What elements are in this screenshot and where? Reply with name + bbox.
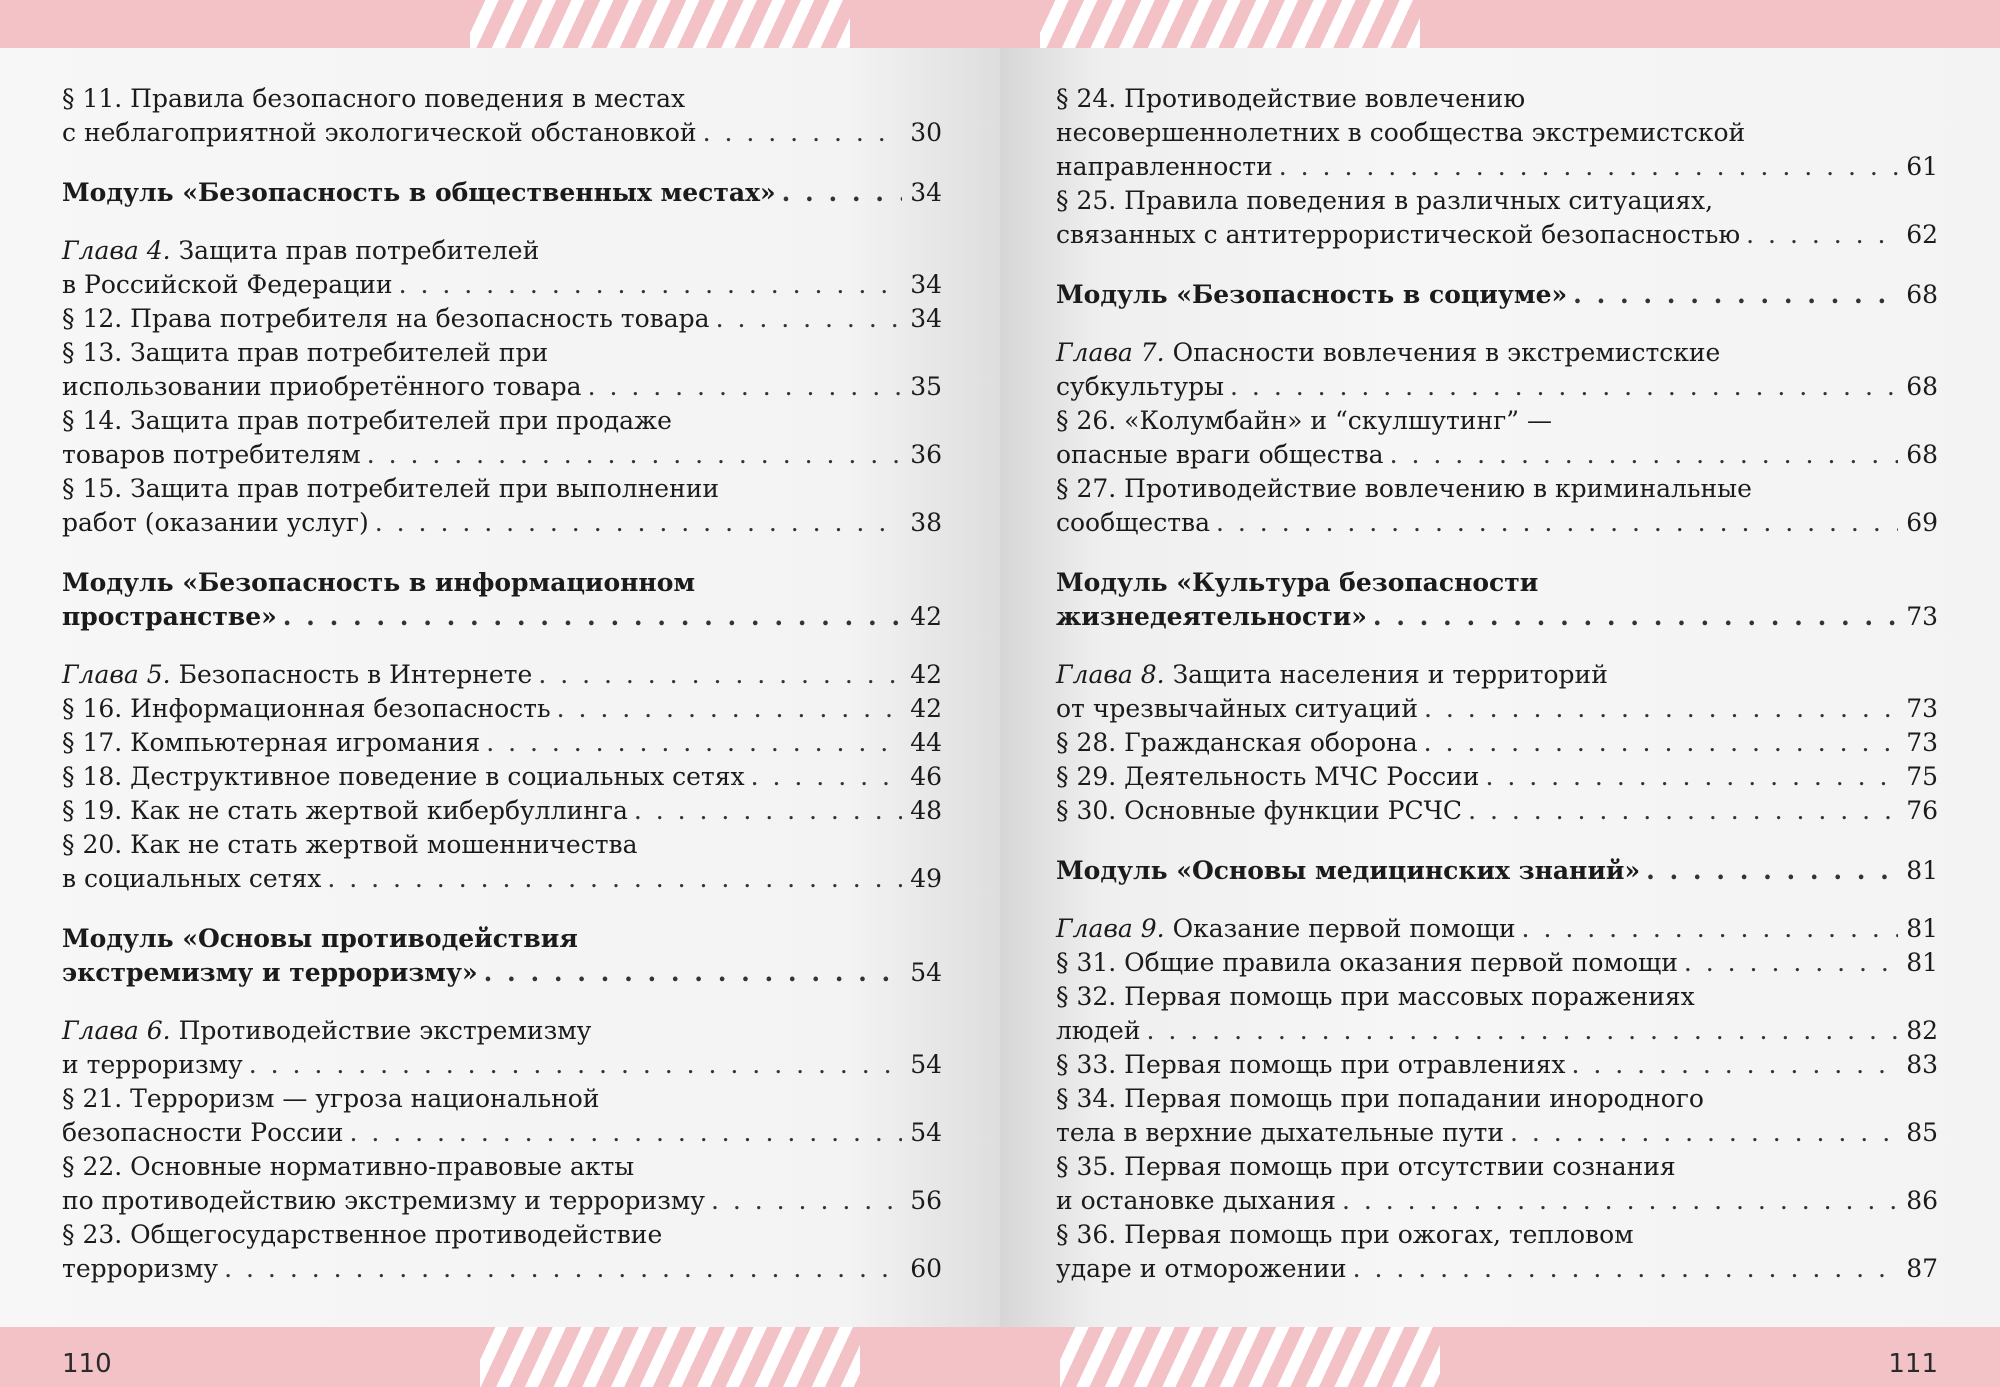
entry-title-line: пространстве» [62,602,277,631]
entry-title-line: § 13. Защита прав потребителей при [62,338,549,367]
dot-leader [1746,218,1898,252]
entry-page-number: 73 [1906,694,1938,723]
dot-leader [484,956,902,990]
toc-entry-chapter [1056,658,1938,726]
chapter-label: Глава 5. [62,660,171,689]
toc-entry-section [62,472,942,540]
entry-page-number: 42 [910,660,942,689]
toc-right [1056,82,1938,1286]
entry-title-line: жизнедеятельности» [1056,602,1367,631]
dot-leader [557,692,902,726]
entry-title-line: § 12. Права потребителя на безопасность товара [62,304,710,333]
toc-entry-section [1056,82,1938,184]
entry-title-line: § 20. Как не стать жертвой мошенничества [62,830,638,859]
dot-leader [1390,438,1898,472]
entry-title-line: § 21. Терроризм — угроза национальной [62,1084,600,1113]
toc-entry-section [1056,404,1938,472]
entry-page-number: 73 [1906,728,1938,757]
toc-entry-module [1056,278,1938,312]
entry-title-line: направленности [1056,152,1273,181]
dot-leader [367,438,902,472]
dot-leader [711,1184,902,1218]
entry-page-number: 38 [910,508,942,537]
dot-leader [1424,726,1898,760]
toc-entry-section [62,760,942,794]
toc-entry-chapter [62,234,942,302]
entry-title-line: в социальных сетях [62,864,322,893]
toc-entry-section [1056,726,1938,760]
entry-page-number: 69 [1906,508,1938,537]
entry-title-line: § 22. Основные нормативно-правовые акты [62,1152,635,1181]
entry-title-line: § 35. Первая помощь при отсутствии сознания [1056,1152,1676,1181]
dot-leader [399,268,902,302]
toc-entry-section [1056,1150,1938,1218]
entry-title-line: § 26. «Колумбайн» и “скулшутинг” — [1056,406,1552,435]
entry-title-line: § 23. Общегосударственное противодействие [62,1220,663,1249]
dot-leader [327,862,902,896]
entry-page-number: 68 [1906,440,1938,469]
entry-title-line: субкультуры [1056,372,1225,401]
entry-page-number: 68 [1906,372,1938,401]
entry-title-line: § 29. Деятельность МЧС России [1056,762,1480,791]
entry-title-line: § 34. Первая помощь при попадании инородного [1056,1084,1704,1113]
entry-title-line: тела в верхние дыхательные пути [1056,1118,1504,1147]
entry-page-number: 54 [910,1118,942,1147]
entry-page-number: 81 [1906,856,1938,885]
entry-title-line: Защита населения и территорий [1164,660,1608,689]
toc-entry-section [62,726,942,760]
toc-entry-section [1056,946,1938,980]
entry-page-number: 82 [1906,1016,1938,1045]
entry-title-line: сообщества [1056,508,1211,537]
entry-page-number: 42 [910,602,942,631]
entry-page-number: 83 [1906,1050,1938,1079]
entry-title-line: § 17. Компьютерная игромания [62,728,481,757]
dot-leader [1373,600,1898,634]
toc-entry-section [1056,980,1938,1048]
chapter-label: Глава 9. [1056,914,1165,943]
entry-page-number: 54 [910,958,942,987]
entry-title-line: § 30. Основные функции РСЧС [1056,796,1463,825]
toc-entry-module [62,566,942,634]
toc-entry-section [62,302,942,336]
entry-title-line: использовании приобретённого товара [62,372,582,401]
dot-leader [1573,278,1898,312]
entry-page-number: 62 [1906,220,1938,249]
entry-page-number: 48 [910,796,942,825]
toc-entry-section [62,794,942,828]
entry-title-line: § 16. Информационная безопасность [62,694,551,723]
entry-page-number: 42 [910,694,942,723]
entry-title-line: от чрезвычайных ситуаций [1056,694,1418,723]
toc-entry-section [62,1218,942,1286]
entry-title-line: § 15. Защита прав потребителей при выполнении [62,474,720,503]
dot-leader [538,658,902,692]
entry-title-line: товаров потребителям [62,440,361,469]
dot-leader [634,794,902,828]
top-stripe-band [0,0,1000,48]
entry-page-number: 36 [910,440,942,469]
dot-leader [1522,912,1898,946]
toc-entry-section [1056,760,1938,794]
entry-title-line: Модуль «Культура безопасности [1056,568,1539,597]
top-stripe-band [1000,0,2000,48]
dot-leader [375,506,902,540]
dot-leader [249,1048,902,1082]
entry-title-line: Модуль «Безопасность в общественных местах» [62,178,776,207]
dot-leader [349,1116,902,1150]
entry-page-number: 34 [910,304,942,333]
bottom-stripe-band [1000,1327,2000,1387]
toc-entry-chapter [62,658,942,692]
dot-leader [1468,794,1898,828]
dot-leader [782,176,902,210]
entry-title-line: Защита прав потребителей [170,236,540,265]
dot-leader [1646,854,1898,888]
entry-page-number: 34 [910,178,942,207]
entry-title-line: с неблагоприятной экологической обстановкой [62,118,697,147]
page-number-right: 111 [1888,1349,1938,1379]
entry-title-line: опасные враги общества [1056,440,1384,469]
toc-entry-section [1056,1048,1938,1082]
entry-title-line: терроризму [62,1254,219,1283]
dot-leader [588,370,902,404]
entry-title-line: § 18. Деструктивное поведение в социальных сетях [62,762,745,791]
entry-title-line: Опасности вовлечения в экстремистские [1164,338,1721,367]
toc-entry-section [1056,472,1938,540]
dot-leader [1684,946,1898,980]
entry-page-number: 35 [910,372,942,401]
entry-title-line: экстремизму и терроризму» [62,958,478,987]
entry-page-number: 73 [1906,602,1938,631]
toc-entry-section [1056,1082,1938,1150]
entry-page-number: 61 [1906,152,1938,181]
bottom-stripe-band [0,1327,1000,1387]
toc-entry-section [62,82,942,150]
entry-title-line: связанных с антитеррористической безопасностью [1056,220,1741,249]
toc-entry-section [1056,794,1938,828]
chapter-label: Глава 7. [1056,338,1165,367]
entry-title-line: Модуль «Безопасность в информационном [62,568,696,597]
toc-entry-section [62,1150,942,1218]
entry-title-line: Оказание первой помощи [1164,914,1516,943]
dot-leader [1485,760,1898,794]
entry-title-line: Модуль «Безопасность в социуме» [1056,280,1568,309]
entry-title-line: § 19. Как не стать жертвой кибербуллинга [62,796,628,825]
dot-leader [486,726,902,760]
dot-leader [1424,692,1898,726]
toc-entry-module [62,176,942,210]
entry-title-line: § 28. Гражданская оборона [1056,728,1418,757]
toc-entry-section [62,336,942,404]
entry-title-line: Безопасность в Интернете [170,660,533,689]
entry-page-number: 46 [910,762,942,791]
chapter-label: Глава 4. [62,236,171,265]
dot-leader [1230,370,1898,404]
toc-entry-chapter [62,1014,942,1082]
toc-entry-section [1056,184,1938,252]
entry-title-line: Модуль «Основы медицинских знаний» [1056,856,1641,885]
dot-leader [716,302,902,336]
entry-title-line: и терроризму [62,1050,243,1079]
toc-entry-section [62,692,942,726]
chapter-label: Глава 6. [62,1016,171,1045]
dot-leader [1216,506,1898,540]
toc-entry-module [1056,854,1938,888]
entry-page-number: 56 [910,1186,942,1215]
entry-page-number: 44 [910,728,942,757]
toc-left [62,82,942,1286]
entry-title-line: § 36. Первая помощь при ожогах, тепловом [1056,1220,1634,1249]
entry-title-line: работ (оказании услуг) [62,508,369,537]
entry-title-line: Модуль «Основы противодействия [62,924,578,953]
entry-page-number: 75 [1906,762,1938,791]
chapter-label: Глава 8. [1056,660,1165,689]
entry-title-line: § 32. Первая помощь при массовых поражениях [1056,982,1695,1011]
entry-page-number: 86 [1906,1186,1938,1215]
entry-title-line: и остановке дыхания [1056,1186,1336,1215]
dot-leader [1571,1048,1898,1082]
entry-page-number: 34 [910,270,942,299]
entry-title-line: несовершеннолетних в сообщества экстремистской [1056,118,1746,147]
dot-leader [1510,1116,1898,1150]
entry-title-line: ударе и отморожении [1056,1254,1347,1283]
toc-entry-module [1056,566,1938,634]
toc-entry-section [62,828,942,896]
right-page [1000,0,2000,1387]
toc-entry-section [62,1082,942,1150]
entry-page-number: 81 [1906,914,1938,943]
toc-entry-chapter [1056,912,1938,946]
entry-title-line: § 11. Правила безопасного поведения в местах [62,84,686,113]
entry-title-line: § 25. Правила поведения в различных ситуациях, [1056,186,1714,215]
entry-page-number: 49 [910,864,942,893]
entry-page-number: 81 [1906,948,1938,977]
entry-title-line: безопасности России [62,1118,344,1147]
dot-leader [1147,1014,1899,1048]
entry-title-line: § 14. Защита прав потребителей при продаже [62,406,672,435]
toc-entry-section [1056,1218,1938,1286]
dot-leader [224,1252,902,1286]
dot-leader [703,116,902,150]
entry-title-line: Противодействие экстремизму [170,1016,592,1045]
dot-leader [1342,1184,1898,1218]
entry-title-line: в Российской Федерации [62,270,393,299]
entry-page-number: 30 [910,118,942,147]
toc-entry-section [62,404,942,472]
toc-entry-chapter [1056,336,1938,404]
entry-page-number: 68 [1906,280,1938,309]
dot-leader [1279,150,1898,184]
entry-page-number: 54 [910,1050,942,1079]
entry-title-line: § 33. Первая помощь при отравлениях [1056,1050,1566,1079]
toc-entry-module [62,922,942,990]
entry-page-number: 85 [1906,1118,1938,1147]
dot-leader [751,760,902,794]
entry-title-line: § 31. Общие правила оказания первой помощи [1056,948,1678,977]
page-number-left: 110 [62,1349,112,1379]
entry-page-number: 76 [1906,796,1938,825]
dot-leader [1353,1252,1898,1286]
dot-leader [283,600,902,634]
entry-page-number: 60 [910,1254,942,1283]
entry-title-line: людей [1056,1016,1141,1045]
entry-page-number: 87 [1906,1254,1938,1283]
entry-title-line: § 27. Противодействие вовлечению в криминальные [1056,474,1752,503]
entry-title-line: § 24. Противодействие вовлечению [1056,84,1526,113]
entry-title-line: по противодействию экстремизму и терроризму [62,1186,705,1215]
